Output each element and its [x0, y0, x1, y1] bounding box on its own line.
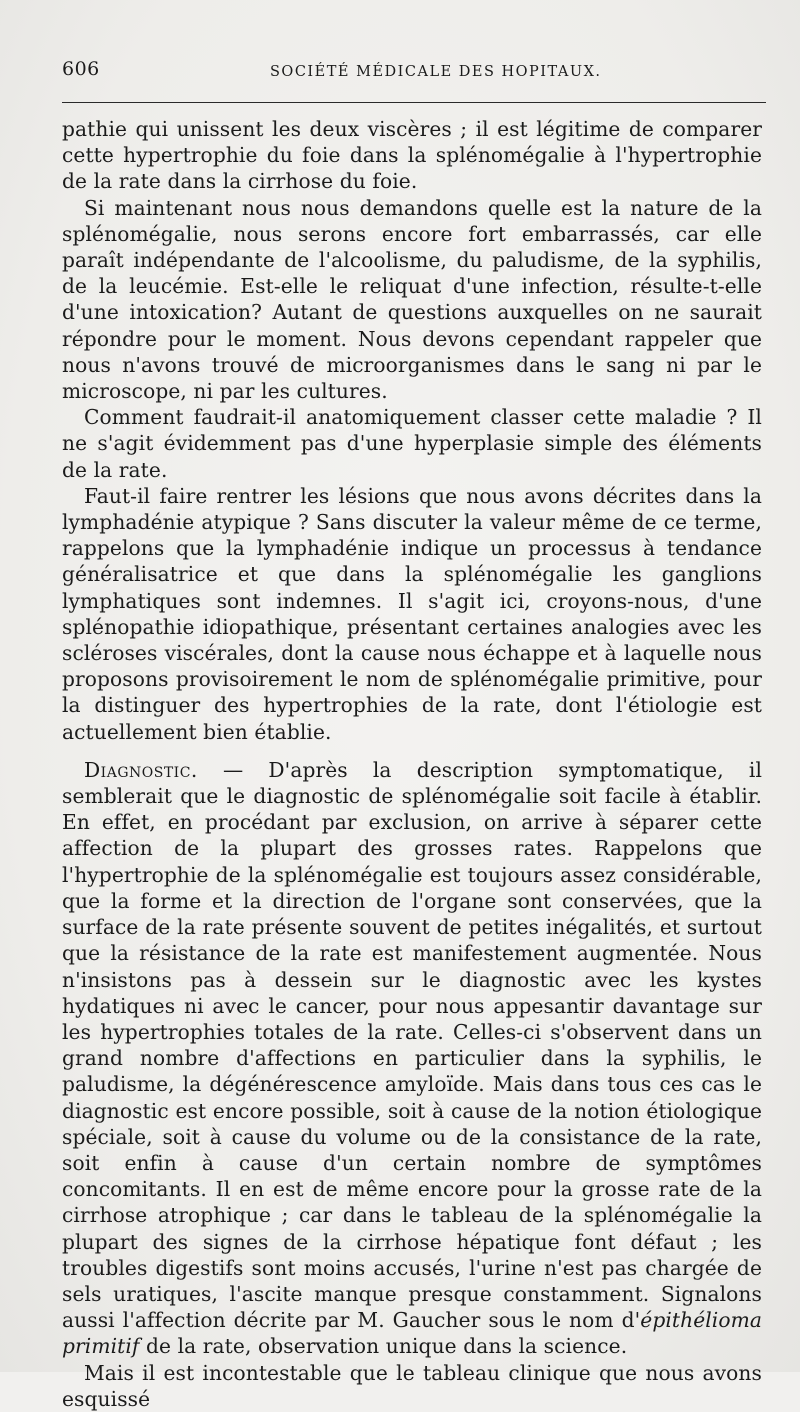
diagnostic-italic-term: épithélioma primitif — [62, 1308, 762, 1359]
paragraph-continuation: pathie qui unissent les deux viscères ; il est légitime de comparer cette hypertrophie du foie dans la splénomégalie à l'hypertrophie de la rate dans la cirrhose du foie. — [62, 117, 762, 194]
page-header — [62, 56, 768, 96]
body-text — [62, 116, 762, 1412]
paragraph-nature-question: Si maintenant nous nous demandons quelle est la nature de la splénomégalie, nous serons encore fort embarrassés, car elle paraît indépendante de l'alcoolisme, du paludisme, de la syphilis, de la leucémie. Est-elle le reliquat d'une infection, résulte-t-elle d'une intoxication? Autant de questions auxquelles on ne saurait répondre pour le moment. Nous devons cependant rappeler que nous n'avons trouvé de microorganismes dans le sang ni par le microscope, ni par les cultures. — [62, 195, 762, 404]
header-rule — [62, 102, 766, 103]
page-number: 606 — [62, 58, 100, 80]
section-heading-diagnostic: Diagnostic. — [84, 757, 198, 782]
diagnostic-text: — D'après la description symptomatique, il semblerait que le diagnostic de splénomégalie soit facile à établir. En effet, en procédant par exclusion, on arrive à séparer cette affection de la plupart des grosses rates. Rappelons que l'hypertrophie de la splénomégalie est toujours assez considérable, que la forme et la direction de l'organe sont conservées, que la surface de la rate présente souvent de petites inégalités, et surtout que la résistance de la rate est manifestement augmentée. Nous n'insistons pas à dessein sur le diagnostic avec les kystes hydatiques ni avec le cancer, pour nous appesantir davantage sur les hypertrophies totales de la rate. Celles-ci s'observent dans un grand nombre d'affections en particulier dans la syphilis, le paludisme, la dégénérescence amyloïde. Mais dans tous ces cas le diagnostic est encore possible, soit à cause de la notion étiologique spéciale, soit à cause du volume ou de la consistance de la rate, soit enfin à cause d'un certain nombre de symptômes concomitants. Il en est de même encore pour la grosse rate de la cirrhose atrophique ; car dans le tableau de la splénomégalie la plupart des signes de la cirrhose hépatique font défaut ; les troubles digestifs sont moins accusés, l'urine n'est pas chargée de sels uratiques, l'ascite manque presque constamment. Signalons aussi l'affection décrite par M. Gaucher sous le nom d' — [62, 757, 762, 1333]
diagnostic-text-after: de la rate, observation unique dans la science. — [139, 1334, 628, 1359]
running-title: SOCIÉTÉ MÉDICALE DES HOPITAUX. — [270, 64, 602, 80]
paragraph-diagnostic — [62, 757, 762, 1360]
paragraph-final: Mais il est incontestable que le tableau clinique que nous avons esquissé — [62, 1360, 762, 1411]
paragraph-anatomical-class: Comment faudrait-il anatomiquement classer cette maladie ? Il ne s'agit évidemment pas d'une hyperplasie simple des éléments de la rate. — [62, 405, 762, 482]
paragraph-lymphadenie: Faut-il faire rentrer les lésions que nous avons décrites dans la lymphadénie atypique ? Sans discuter la valeur même de ce terme, rappelons que la lymphadénie indique un processus à tendance généralisatrice et que dans la splénomégalie les ganglions lymphatiques sont indemnes. Il s'agit ici, croyons-nous, d'une splénopathie idiopathique, présentant certaines analogies avec les scléroses viscérales, dont la cause nous échappe et à laquelle nous proposons provisoirement le nom de splénomégalie primitive, pour la distinguer des hypertrophies de la rate, dont l'étiologie est actuellement bien établie. — [62, 483, 762, 744]
